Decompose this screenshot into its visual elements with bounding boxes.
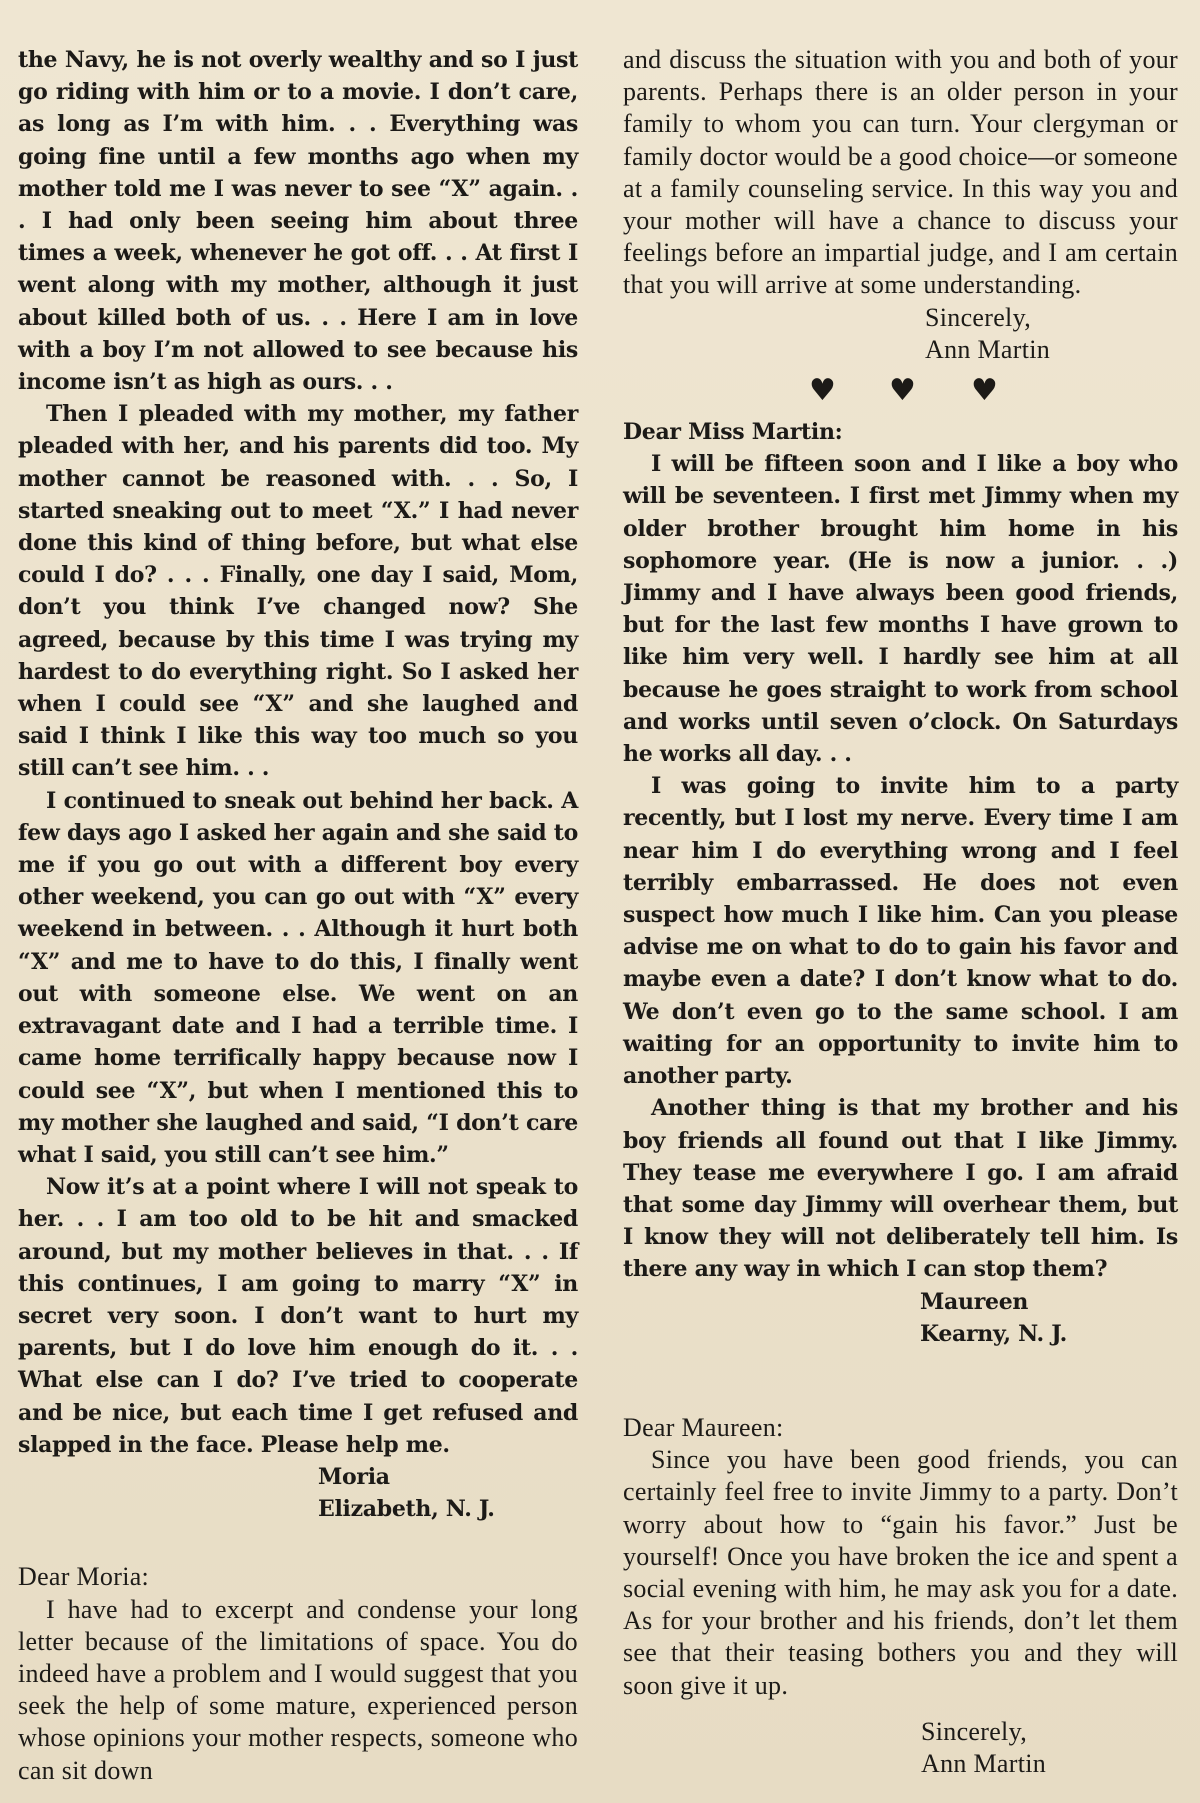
reply-text: I have had to excerpt and condense your long letter because of the limitations of space. You do indeed have a problem and I would suggest that you seek the help of some mature, experienced person whose opinions your mother respects, someone who can sit down [18, 1594, 578, 1785]
letter-signature-place: Elizabeth, N. J. [318, 1496, 495, 1523]
reply-closing: Sincerely, [921, 1716, 1027, 1746]
spacer [623, 1702, 1178, 1716]
reply-signature: Ann Martin [921, 1748, 1047, 1778]
letter-paragraph: I will be fifteen soon and I like a boy who will be seventeen. I first met Jimmy when my older brother brought him home in his sophomore year. (He is now a junior. . .) Jimmy and I have always been good friends, but for the last few months I have grown to like him very well. I hardly see him at all because he goes straight to work from school and works until seven o’clock. On Saturdays he works all day. . . [623, 451, 1178, 768]
letter-signature-name: Moria [318, 1463, 390, 1490]
letter-salutation: Dear Miss Martin: [623, 419, 843, 446]
letter-paragraph: I was going to invite him to a party recently, but I lost my nerve. Every time I am near him I do everything wrong and I feel terribly embarrassed. He does not even suspect how much I like him. Can you please advise me on what to do to gain his favor and maybe even a date? I don’t know what to do. We don’t even go to the same school. I am waiting for an opportunity to invite him to another party. [623, 773, 1178, 1090]
reply-signature: Ann Martin [925, 334, 1051, 364]
letter-signature-name: Maureen [920, 1288, 1029, 1315]
reply-text: Since you have been good friends, you can certainly feel free to invite Jimmy to a party. Don’t worry about how to “gain his favor.” Just be yourself! Once you have broken the ice and spent a social evening with him, he may ask you for a date. As for your brother and his friends, don’t let them see that their teasing bothers you and they will soon give it up. [623, 1445, 1178, 1700]
heart-icon: ♥ [971, 373, 998, 409]
spacer [623, 1350, 1178, 1412]
reply-salutation: Dear Maureen: [623, 1412, 784, 1442]
spacer [18, 1525, 578, 1561]
right-column [623, 44, 1178, 1780]
letter-paragraph: the Navy, he is not overly wealthy and so I just go riding with him or to a movie. I don’t care, as long as I’m with him. . . Everything was going fine until a few months ago when my mother told me I was never to see “X” again. . . I had only been seeing him about three times a week, whenever he got off. . . At first I went along with my mother, although it just about killed both of us. . . Here I am in love with a boy I’m not allowed to see because his income isn’t as high as ours. . . [18, 47, 578, 396]
letter-paragraph: Another thing is that my brother and his boy friends all found out that I like Jimmy. They tease me everywhere I go. I am afraid that some day Jimmy will overhear them, but I know they will not deliberately tell him. Is there any way in which I can stop them? [623, 1095, 1178, 1283]
reply-salutation: Dear Moria: [18, 1562, 150, 1592]
letter-signature-place: Kearny, N. J. [920, 1320, 1067, 1347]
letter-paragraph: I continued to sneak out behind her back. A few days ago I asked her again and she said to me if you go out with a different boy every other weekend, you can go out with “X” every weekend in between. . . Although it hurt both “X” and me to have to do this, I finally went out with someone else. We went on an extravagant date and I had a terrible time. I came home terrifically happy because now I could see “X”, but when I mentioned this to my mother she laughed and said, “I don’t care what I said, you still can’t see him.” [18, 787, 578, 1168]
heart-divider [623, 370, 1178, 412]
letter-paragraph: Now it’s at a point where I will not speak to her. . . I am too old to be hit and smacked around, but my mother believes in that. . . If this continues, I am going to marry “X” in secret very soon. I don’t want to hurt my parents, but I do love him enough do it. . . What else can I do? I’ve tried to cooperate and be nice, but each time I get refused and slapped in the face. Please help me. [18, 1174, 578, 1458]
left-column [18, 44, 578, 1787]
letter-paragraph: Then I pleaded with my mother, my father pleaded with her, and his parents did too. My mother cannot be reasoned with. . . So, I started sneaking out to meet “X.” I had never done this kind of thing before, but what else could I do? . . . Finally, one day I said, Mom, don’t you think I’ve changed now? She agreed, because by this time I was trying my hardest to do everything right. So I asked her when I could see “X” and she laughed and said I think I like this way too much so you still can’t see him. . . [18, 401, 578, 782]
reply-text-continued: and discuss the situation with you and both of your parents. Perhaps there is an older person in your family to whom you can turn. Your clergyman or family doctor would be a good choice—or someone at a family counseling service. In this way you and your mother will have a chance to discuss your feelings before an impartial judge, and I am certain that you will arrive at some understanding. [623, 45, 1178, 300]
reply-closing: Sincerely, [925, 302, 1031, 332]
heart-icon: ♥ [889, 373, 916, 409]
heart-icon: ♥ [809, 373, 836, 409]
